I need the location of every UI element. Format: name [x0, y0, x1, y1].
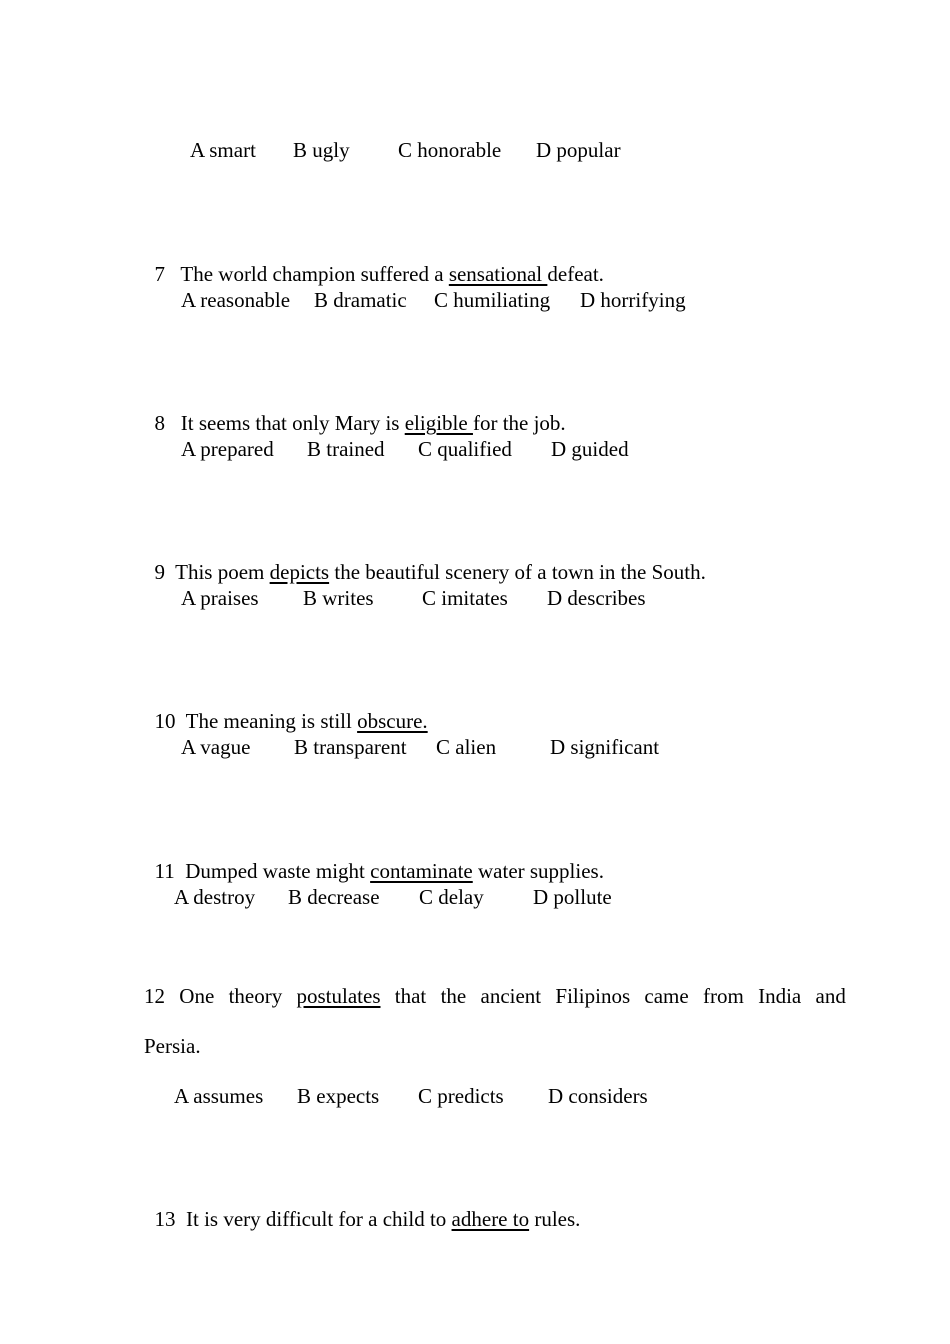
word: India: [758, 984, 802, 1008]
stem-text: water supplies.: [472, 859, 604, 883]
word: ancient: [480, 984, 542, 1008]
question-number: 8: [154, 411, 165, 435]
q12-option-d: D considers: [548, 1084, 648, 1108]
question-8-stem: [144, 387, 566, 435]
q7-option-a: A reasonable: [181, 288, 291, 312]
q7-option-b: B dramatic: [314, 288, 407, 312]
question-number: 9: [154, 560, 165, 584]
word: and: [815, 984, 846, 1008]
stem-text: It is very difficult for a child to: [186, 1207, 452, 1231]
q11-option-d: D pollute: [533, 885, 612, 909]
q11-option-c: C delay: [419, 885, 484, 909]
q6-option-c: C honorable: [398, 138, 502, 162]
underlined-word: depicts: [269, 560, 330, 584]
underlined-word: obscure.: [357, 709, 428, 733]
underlined-word: sensational: [448, 262, 548, 286]
q9-option-a: A praises: [181, 586, 259, 610]
question-number: 7: [154, 262, 165, 286]
question-13-stem: [144, 1183, 580, 1231]
q10-option-d: D significant: [550, 735, 660, 759]
q7-option-c: C humiliating: [434, 288, 551, 312]
question-number: 12: [144, 984, 165, 1008]
word: from: [702, 984, 744, 1008]
word: Filipinos: [555, 984, 631, 1008]
stem-text: the beautiful scenery of a town in the South.: [329, 560, 706, 584]
word: that: [394, 984, 427, 1008]
question-12-stem-line2: Persia.: [144, 1034, 201, 1058]
question-number: 11: [154, 859, 175, 883]
underlined-word: adhere to: [451, 1207, 530, 1231]
question-number: 10: [154, 709, 176, 733]
stem-text: This poem: [175, 560, 270, 584]
q12-option-a: A assumes: [174, 1084, 264, 1108]
question-12-stem-line1: [144, 984, 846, 1008]
question-number: 13: [154, 1207, 176, 1231]
q8-option-a: A prepared: [181, 437, 274, 461]
q10-option-c: C alien: [436, 735, 497, 759]
stem-text: The meaning is still: [185, 709, 358, 733]
q6-option-a: A smart: [190, 138, 256, 162]
q6-option-b: B ugly: [293, 138, 350, 162]
question-7-stem: [144, 238, 604, 286]
underlined-word: postulates: [296, 984, 381, 1008]
q10-option-a: A vague: [181, 735, 251, 759]
q7-option-d: D horrifying: [580, 288, 686, 312]
word: the: [440, 984, 467, 1008]
word: theory: [228, 984, 283, 1008]
q11-option-a: A destroy: [174, 885, 256, 909]
question-9-stem: [144, 536, 706, 584]
word: One: [179, 984, 215, 1008]
stem-text: The world champion suffered a: [180, 262, 449, 286]
underlined-word: eligible: [404, 411, 473, 435]
stem-text: for the job.: [472, 411, 566, 435]
q6-option-d: D popular: [536, 138, 621, 162]
q9-option-b: B writes: [303, 586, 374, 610]
question-10-stem: [144, 685, 428, 733]
stem-text: It seems that only Mary is: [180, 411, 405, 435]
word: came: [644, 984, 689, 1008]
q8-option-d: D guided: [551, 437, 629, 461]
q8-option-b: B trained: [307, 437, 385, 461]
q9-option-c: C imitates: [422, 586, 508, 610]
q12-option-c: C predicts: [418, 1084, 504, 1108]
q11-option-b: B decrease: [288, 885, 380, 909]
q8-option-c: C qualified: [418, 437, 512, 461]
q9-option-d: D describes: [547, 586, 646, 610]
underlined-word: contaminate: [370, 859, 473, 883]
stem-text: defeat.: [547, 262, 604, 286]
q12-option-b: B expects: [297, 1084, 380, 1108]
question-11-stem: [144, 835, 604, 883]
stem-text: Dumped waste might: [185, 859, 371, 883]
stem-text: rules.: [529, 1207, 581, 1231]
q10-option-b: B transparent: [294, 735, 407, 759]
